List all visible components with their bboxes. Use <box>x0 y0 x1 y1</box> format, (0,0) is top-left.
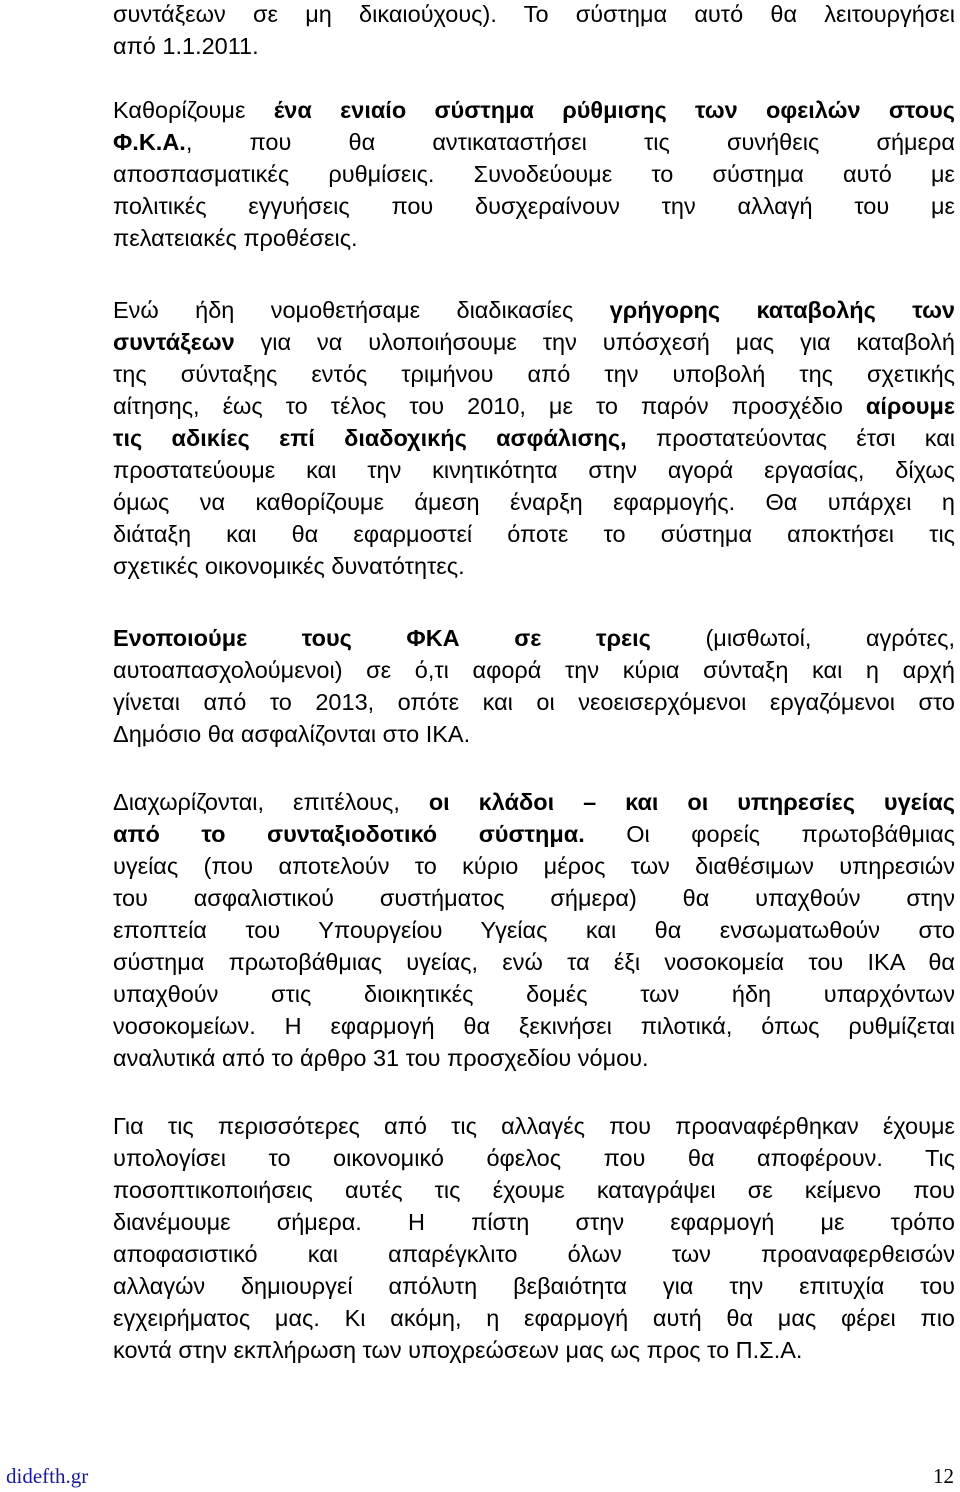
text-line <box>113 94 955 126</box>
text-line <box>113 1142 955 1174</box>
paragraph-health-separation <box>113 786 955 1074</box>
text-run: αίτησης, έως το τέλος του 2010, με το παρόν προσχέδιο <box>113 393 866 419</box>
text-line <box>113 126 955 158</box>
text-run: του ασφαλιστικού συστήματος σήμερα) θα υπαχθούν στην <box>113 885 955 911</box>
text-line <box>113 1042 955 1074</box>
text-line <box>113 422 955 454</box>
text-run: συντάξεων σε μη δικαιούχους). Το σύστημα αυτό θα λειτουργήσει <box>113 1 955 27</box>
text-run: υγείας (που αποτελούν το κύριο μέρος των διαθέσιμων υπηρεσιών <box>113 853 955 879</box>
text-run: αναλυτικά από το άρθρο 31 του προσχεδίου νόμου. <box>113 1045 649 1071</box>
text-run: Για τις περισσότερες από τις αλλαγές που προαναφέρθηκαν έχουμε <box>113 1113 955 1139</box>
bold-text: Φ.Κ.Α. <box>113 129 186 155</box>
text-run: υπαχθούν στις διοικητικές δομές των ήδη υπαρχόντων <box>113 981 955 1007</box>
text-line <box>113 686 955 718</box>
text-run: κοντά στην εκπλήρωση των υποχρεώσεων μας ως προς το Π.Σ.Α. <box>113 1337 803 1363</box>
text-line <box>113 30 955 62</box>
text-run: (μισθωτοί, αγρότες, <box>650 625 956 651</box>
text-line <box>113 158 955 190</box>
text-run: διάταξη και θα εφαρμοστεί όποτε το σύστημα αποκτήσει τις <box>113 521 955 547</box>
text-line <box>113 914 955 946</box>
text-line <box>113 946 955 978</box>
text-line <box>113 1270 955 1302</box>
paragraph-debt-settlement <box>113 94 955 254</box>
text-line <box>113 850 955 882</box>
text-line <box>113 1206 955 1238</box>
bold-text: από το συνταξιοδοτικό σύστημα. <box>113 821 585 847</box>
text-run: εγχειρήματος μας. Κι ακόμη, η εφαρμογή αυτή θα μας φέρει πιο <box>113 1305 955 1331</box>
text-run: αυτοαπασχολούμενοι) σε ό,τι αφορά την κύρια σύνταξη και η αρχή <box>113 657 955 683</box>
text-run: πολιτικές εγγυήσεις που δυσχεραίνουν την αλλαγή του με <box>113 193 955 219</box>
paragraph-intro <box>113 0 955 62</box>
text-line <box>113 882 955 914</box>
text-run: από 1.1.2011. <box>113 33 259 59</box>
text-run: ποσοπτικοποιήσεις αυτές τις έχουμε καταγράψει σε κείμενο που <box>113 1177 955 1203</box>
text-line <box>113 294 955 326</box>
text-run: Καθορίζουμε <box>113 97 274 123</box>
text-run: όμως να καθορίζουμε άμεση έναρξη εφαρμογής. Θα υπάρχει η <box>113 489 955 515</box>
text-run: προστατεύουμε και την κινητικότητα στην αγορά εργασίας, δίχως <box>113 457 955 483</box>
text-line <box>113 550 955 582</box>
text-run: πελατειακές προθέσεις. <box>113 225 358 251</box>
text-run: Οι φορείς πρωτοβάθμιας <box>584 821 955 847</box>
text-run: γίνεται από το 2013, οπότε και οι νεοεισερχόμενοι εργαζόμενοι στο <box>113 689 955 715</box>
bold-text: οι κλάδοι – και οι υπηρεσίες υγείας <box>428 789 955 815</box>
footer-source-link[interactable]: didefth.gr <box>6 1464 89 1488</box>
text-line <box>113 486 955 518</box>
bold-text: συντάξεων <box>113 329 235 355</box>
paragraph-pension-payment <box>113 294 955 582</box>
text-run: νοσοκομείων. Η εφαρμογή θα ξεκινήσει πιλοτικά, όπως ρυθμίζεται <box>113 1013 955 1039</box>
text-run: , που θα αντικαταστήσει τις συνήθεις σήμερα <box>185 129 955 155</box>
page-number: 12 <box>933 1464 954 1488</box>
text-line <box>113 358 955 390</box>
text-line <box>113 978 955 1010</box>
bold-text: τις αδικίες επί διαδοχικής ασφάλισης, <box>113 425 627 451</box>
text-line <box>113 1010 955 1042</box>
text-run: προστατεύοντας έτσι και <box>626 425 956 451</box>
text-line <box>113 190 955 222</box>
text-run: αλλαγών δημιουργεί απόλυτη βεβαιότητα για την επιτυχία του <box>113 1273 955 1299</box>
text-line <box>113 818 955 850</box>
text-run: εποπτεία του Υπουργείου Υγείας και θα ενσωματωθούν στο <box>113 917 955 943</box>
paragraph-conclusion <box>113 1110 955 1366</box>
text-line <box>113 654 955 686</box>
text-run: Ενώ ήδη νομοθετήσαμε διαδικασίες <box>113 297 610 323</box>
text-run: σύστημα πρωτοβάθμιας υγείας, ενώ τα έξι νοσοκομεία του ΙΚΑ θα <box>113 949 955 975</box>
text-line <box>113 1174 955 1206</box>
text-line <box>113 326 955 358</box>
text-line <box>113 718 955 750</box>
text-run: Δημόσιο θα ασφαλίζονται στο ΙΚΑ. <box>113 721 471 747</box>
paragraph-unification <box>113 622 955 750</box>
bold-text: γρήγορης καταβολής των <box>609 297 955 323</box>
text-run: αποφασιστικό και απαρέγκλιτο όλων των προαναφερθεισών <box>113 1241 955 1267</box>
text-line <box>113 1238 955 1270</box>
text-line <box>113 622 955 654</box>
bold-text: ένα ενιαίο σύστημα ρύθμισης των οφειλών στους <box>273 97 955 123</box>
text-line <box>113 518 955 550</box>
text-line <box>113 786 955 818</box>
text-line <box>113 1302 955 1334</box>
text-line <box>113 390 955 422</box>
text-line <box>113 454 955 486</box>
bold-text: αίρουμε <box>865 393 955 419</box>
text-run: για να υλοποιήσουμε την υπόσχεσή μας για καταβολή <box>234 329 955 355</box>
text-line <box>113 0 955 30</box>
text-run: της σύνταξης εντός τριμήνου από την υποβολή της σχετικής <box>113 361 955 387</box>
text-run: Διαχωρίζονται, επιτέλους, <box>113 789 429 815</box>
text-line <box>113 222 955 254</box>
text-line <box>113 1334 955 1366</box>
text-run: διανέμουμε σήμερα. Η πίστη στην εφαρμογή με τρόπο <box>113 1209 955 1235</box>
text-run: υπολογίσει το οικονομικό όφελος που θα αποφέρουν. Τις <box>113 1145 955 1171</box>
text-run: σχετικές οικονομικές δυνατότητες. <box>113 553 465 579</box>
text-run: αποσπασματικές ρυθμίσεις. Συνοδεύουμε το σύστημα αυτό με <box>113 161 955 187</box>
text-line <box>113 1110 955 1142</box>
bold-text: Ενοποιούμε τους ΦΚΑ σε τρεις <box>113 625 651 651</box>
